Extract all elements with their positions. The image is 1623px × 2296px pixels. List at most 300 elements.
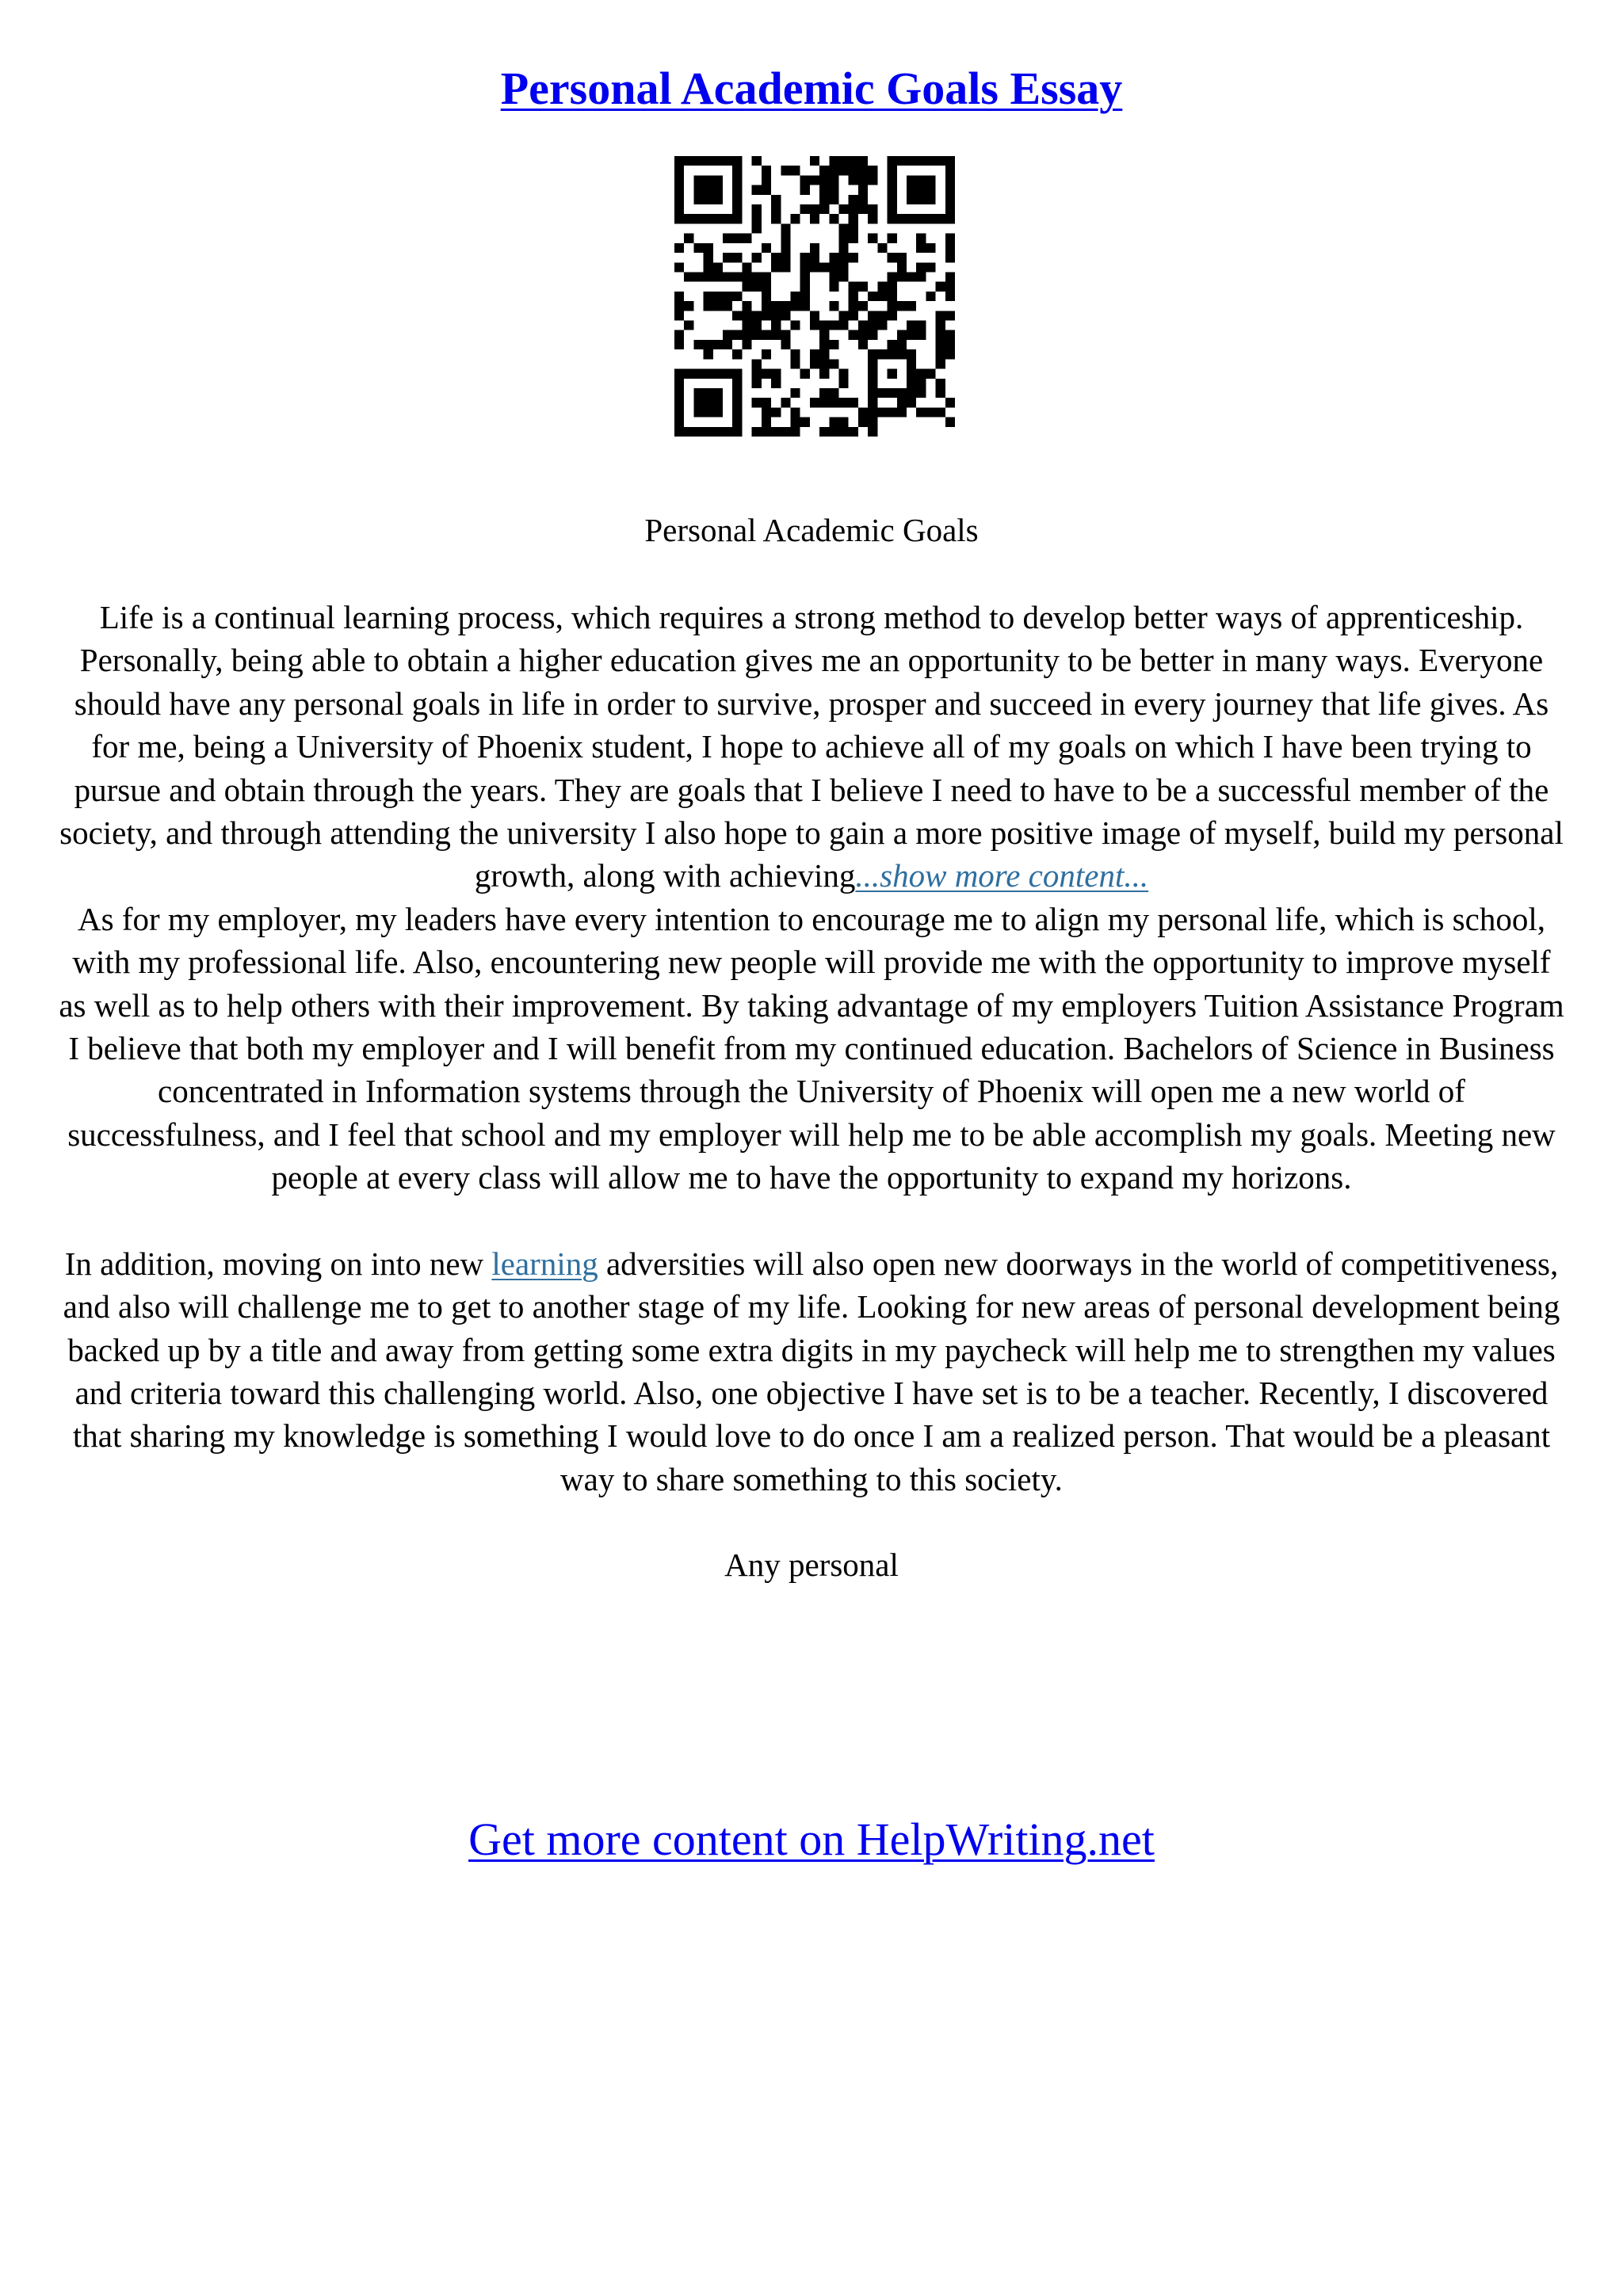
qr-module	[945, 253, 955, 262]
qr-module	[771, 204, 781, 214]
qr-module	[800, 185, 810, 195]
qr-module	[839, 166, 849, 175]
qr-module	[752, 398, 762, 407]
qr-module	[762, 349, 771, 359]
qr-module	[781, 223, 790, 233]
qr-module	[926, 195, 935, 204]
qr-module	[732, 349, 742, 359]
qr-module	[819, 349, 829, 359]
qr-module	[781, 398, 790, 407]
qr-module	[897, 253, 907, 262]
qr-module	[829, 388, 838, 398]
footer	[0, 1811, 1623, 1868]
page-title	[0, 60, 1623, 117]
qr-module	[839, 234, 849, 243]
qr-module	[713, 195, 723, 204]
show-more-link[interactable]: ...show more content...	[855, 857, 1149, 894]
qr-module	[858, 330, 868, 340]
essay-paragraph-1	[55, 596, 1568, 898]
paragraph-spacer	[55, 1199, 1568, 1242]
qr-module	[790, 292, 800, 301]
qr-module	[693, 427, 703, 437]
qr-module	[704, 156, 713, 166]
qr-module	[916, 262, 926, 272]
qr-module	[732, 253, 742, 262]
qr-module	[674, 427, 684, 437]
qr-module	[704, 262, 713, 272]
qr-module	[888, 388, 897, 398]
qr-module	[704, 301, 713, 311]
qr-module	[945, 311, 955, 320]
qr-module	[790, 359, 800, 368]
essay-subtitle: Personal Academic Goals	[644, 512, 979, 548]
qr-module	[897, 340, 907, 349]
qr-module	[693, 398, 703, 407]
qr-module	[849, 292, 858, 301]
qr-module	[723, 427, 732, 437]
qr-module	[868, 369, 877, 379]
qr-module	[800, 272, 810, 281]
qr-module	[732, 407, 742, 417]
qr-module	[936, 214, 945, 223]
qr-module	[888, 156, 897, 166]
qr-module	[877, 407, 887, 417]
qr-module	[945, 340, 955, 349]
qr-module	[829, 175, 838, 185]
qr-module	[888, 195, 897, 204]
qr-module	[868, 166, 877, 175]
qr-module	[829, 185, 838, 195]
qr-module	[790, 214, 800, 223]
qr-module	[693, 175, 703, 185]
qr-module	[790, 166, 800, 175]
qr-module	[945, 243, 955, 253]
qr-module	[877, 243, 887, 253]
qr-module	[907, 388, 916, 398]
qr-module	[916, 185, 926, 195]
qr-module	[916, 243, 926, 253]
qr-module	[674, 407, 684, 417]
qr-module	[732, 156, 742, 166]
qr-module	[839, 243, 849, 253]
essay-paragraph-3-start: In addition, moving on into new	[64, 1245, 492, 1282]
qr-module	[829, 166, 838, 175]
qr-module	[897, 349, 907, 359]
qr-module	[790, 301, 800, 311]
qr-module	[810, 349, 819, 359]
qr-module	[762, 330, 771, 340]
qr-module	[839, 262, 849, 272]
qr-module	[907, 369, 916, 379]
qr-module	[771, 214, 781, 223]
qr-module	[762, 301, 771, 311]
qr-module	[674, 330, 684, 340]
qr-module	[858, 204, 868, 214]
qr-module	[926, 369, 935, 379]
qr-module	[800, 204, 810, 214]
qr-module	[849, 398, 858, 407]
qr-module	[945, 175, 955, 185]
qr-module	[839, 427, 849, 437]
qr-module	[897, 388, 907, 398]
qr-module	[723, 214, 732, 223]
qr-module	[810, 214, 819, 223]
qr-module	[800, 292, 810, 301]
qr-module	[752, 311, 762, 320]
qr-module	[693, 340, 703, 349]
qr-module	[907, 398, 916, 407]
qr-module	[693, 388, 703, 398]
qr-module	[742, 340, 751, 349]
helpwriting-link[interactable]: Get more content on HelpWriting.net	[468, 1814, 1155, 1865]
qr-module	[916, 156, 926, 166]
qr-module	[829, 262, 838, 272]
qr-module	[674, 185, 684, 195]
qr-module	[732, 398, 742, 407]
qr-module	[752, 359, 762, 368]
qr-module	[810, 359, 819, 368]
qr-module	[868, 359, 877, 368]
qr-module	[693, 369, 703, 379]
qr-module	[916, 214, 926, 223]
qr-module	[771, 369, 781, 379]
qr-module	[868, 292, 877, 301]
qr-module	[704, 243, 713, 253]
qr-module	[926, 214, 935, 223]
qr-module	[800, 301, 810, 311]
qr-module	[781, 253, 790, 262]
qr-module	[936, 330, 945, 340]
qr-module	[888, 166, 897, 175]
qr-module	[684, 214, 693, 223]
qr-module	[674, 340, 684, 349]
qr-module	[888, 175, 897, 185]
qr-module	[897, 156, 907, 166]
qr-module	[858, 195, 868, 204]
qr-module	[674, 301, 684, 311]
qr-module	[713, 369, 723, 379]
learning-link[interactable]: learning	[491, 1245, 598, 1282]
qr-module	[674, 156, 684, 166]
qr-module	[800, 253, 810, 262]
qr-module	[713, 175, 723, 185]
qr-module	[732, 292, 742, 301]
qr-module	[888, 311, 897, 320]
qr-module	[800, 282, 810, 292]
qr-module	[897, 398, 907, 407]
qr-module	[732, 214, 742, 223]
qr-module	[849, 195, 858, 204]
qr-module	[742, 321, 751, 330]
qr-module	[742, 262, 751, 272]
qr-module	[888, 340, 897, 349]
qr-module	[704, 369, 713, 379]
qr-module	[704, 388, 713, 398]
qr-module	[849, 301, 858, 311]
qr-module	[868, 175, 877, 185]
qr-module	[723, 301, 732, 311]
qr-module	[771, 253, 781, 262]
qr-module	[810, 311, 819, 320]
qr-module	[684, 272, 693, 281]
qr-module	[945, 185, 955, 195]
qr-module	[888, 292, 897, 301]
qr-module	[762, 398, 771, 407]
qr-module	[868, 214, 877, 223]
qr-module	[907, 330, 916, 340]
qr-module	[888, 301, 897, 311]
qr-module	[732, 388, 742, 398]
qr-module	[762, 175, 771, 185]
qr-module	[849, 175, 858, 185]
qr-module	[781, 330, 790, 340]
qr-module	[936, 321, 945, 330]
qr-module	[819, 166, 829, 175]
qr-module	[907, 185, 916, 195]
qr-module	[693, 243, 703, 253]
qr-module	[868, 330, 877, 340]
qr-module	[858, 407, 868, 417]
qr-module	[829, 195, 838, 204]
qr-module	[762, 418, 771, 427]
qr-module	[936, 388, 945, 398]
qr-module	[868, 321, 877, 330]
qr-module	[693, 185, 703, 195]
qr-module	[704, 292, 713, 301]
qr-module	[674, 398, 684, 407]
qr-module	[742, 282, 751, 292]
qr-module	[907, 175, 916, 185]
qr-module	[723, 292, 732, 301]
qr-module	[868, 407, 877, 417]
qr-module	[868, 388, 877, 398]
qr-module	[771, 330, 781, 340]
qr-module	[945, 214, 955, 223]
qr-module	[800, 175, 810, 185]
qr-module	[810, 398, 819, 407]
qr-module	[704, 253, 713, 262]
qr-module	[732, 272, 742, 281]
qr-module	[781, 301, 790, 311]
qr-module	[713, 185, 723, 195]
qr-module	[819, 185, 829, 195]
qr-module	[819, 398, 829, 407]
qr-module	[723, 340, 732, 349]
qr-module	[790, 388, 800, 398]
qr-module	[849, 223, 858, 233]
qr-module	[916, 175, 926, 185]
qr-module	[674, 204, 684, 214]
qr-module	[829, 340, 838, 349]
qr-module	[819, 175, 829, 185]
qr-module	[781, 234, 790, 243]
qr-module	[732, 311, 742, 320]
qr-module	[877, 388, 887, 398]
qr-module	[849, 253, 858, 262]
qr-module	[723, 330, 732, 340]
qr-module	[762, 369, 771, 379]
qr-module	[926, 156, 935, 166]
qr-module	[907, 195, 916, 204]
paragraph-spacer	[55, 1501, 1568, 1543]
qr-module	[732, 379, 742, 388]
qr-module	[704, 349, 713, 359]
qr-module	[849, 311, 858, 320]
qr-module	[945, 330, 955, 340]
qr-module	[771, 301, 781, 311]
qr-module	[771, 262, 781, 272]
qr-module	[790, 418, 800, 427]
qr-module	[752, 223, 762, 233]
qr-module	[877, 292, 887, 301]
qr-module	[693, 195, 703, 204]
qr-module	[674, 379, 684, 388]
qr-module	[839, 156, 849, 166]
qr-module	[762, 407, 771, 417]
qr-module	[839, 321, 849, 330]
qr-module	[762, 243, 771, 253]
qr-module	[790, 349, 800, 359]
qr-module	[926, 292, 935, 301]
qr-module	[800, 418, 810, 427]
qr-module	[713, 427, 723, 437]
qr-module	[713, 156, 723, 166]
qr-module	[907, 272, 916, 281]
qr-module	[732, 166, 742, 175]
qr-module	[800, 262, 810, 272]
title-link[interactable]: Personal Academic Goals Essay	[500, 63, 1123, 114]
qr-module	[858, 301, 868, 311]
essay-body	[55, 596, 1568, 1587]
qr-module	[945, 398, 955, 407]
qr-module	[810, 262, 819, 272]
qr-module	[713, 388, 723, 398]
qr-module	[839, 272, 849, 281]
qr-module	[674, 175, 684, 185]
qr-module	[704, 175, 713, 185]
qr-module	[858, 185, 868, 195]
qr-module	[829, 359, 838, 368]
qr-module	[936, 349, 945, 359]
qr-module	[868, 234, 877, 243]
qr-module	[907, 301, 916, 311]
qr-module	[810, 243, 819, 253]
qr-module	[916, 407, 926, 417]
qr-module	[674, 195, 684, 204]
qr-module	[810, 175, 819, 185]
qr-module	[839, 204, 849, 214]
qr-module	[936, 282, 945, 292]
qr-module	[819, 321, 829, 330]
qr-module	[945, 195, 955, 204]
qr-module	[897, 407, 907, 417]
qr-module	[888, 349, 897, 359]
essay-paragraph-4: Any personal	[724, 1547, 899, 1584]
qr-module	[790, 321, 800, 330]
qr-module	[849, 204, 858, 214]
qr-module	[684, 427, 693, 437]
qr-module	[781, 243, 790, 253]
qr-module	[674, 369, 684, 379]
qr-module	[674, 292, 684, 301]
qr-module	[819, 262, 829, 272]
qr-module	[762, 166, 771, 175]
qr-module	[936, 407, 945, 417]
qr-module	[897, 301, 907, 311]
qr-module	[684, 369, 693, 379]
qr-module	[762, 427, 771, 437]
qr-module	[752, 369, 762, 379]
qr-module	[829, 418, 838, 427]
qr-module	[771, 311, 781, 320]
qr-code	[674, 156, 955, 437]
qr-module	[762, 185, 771, 195]
qr-module	[713, 214, 723, 223]
qr-module	[916, 388, 926, 398]
qr-module	[868, 204, 877, 214]
qr-module	[877, 282, 887, 292]
qr-module	[839, 253, 849, 262]
qr-module	[907, 156, 916, 166]
qr-module	[916, 234, 926, 243]
qr-module	[888, 234, 897, 243]
qr-module	[771, 407, 781, 417]
qr-module	[732, 185, 742, 195]
qr-module	[723, 369, 732, 379]
qr-module	[897, 262, 907, 272]
qr-module	[916, 321, 926, 330]
qr-module	[732, 234, 742, 243]
qr-module	[819, 359, 829, 368]
qr-module	[868, 349, 877, 359]
qr-module	[771, 427, 781, 437]
qr-module	[829, 272, 838, 281]
qr-module	[829, 321, 838, 330]
qr-module	[732, 427, 742, 437]
qr-module	[839, 369, 849, 379]
qr-module	[732, 369, 742, 379]
qr-module	[936, 156, 945, 166]
qr-module	[945, 272, 955, 281]
qr-module	[762, 272, 771, 281]
qr-module	[888, 214, 897, 223]
qr-module	[829, 156, 838, 166]
qr-module	[752, 214, 762, 223]
qr-module	[868, 398, 877, 407]
qr-module	[877, 321, 887, 330]
qr-module	[723, 253, 732, 262]
qr-module	[936, 311, 945, 320]
qr-module	[858, 340, 868, 349]
qr-module	[888, 253, 897, 262]
qr-module	[897, 272, 907, 281]
qr-module	[839, 398, 849, 407]
qr-module	[704, 272, 713, 281]
qr-module	[916, 272, 926, 281]
qr-module	[723, 234, 732, 243]
qr-module	[829, 301, 838, 311]
qr-module	[858, 321, 868, 330]
qr-module	[713, 262, 723, 272]
qr-module	[926, 185, 935, 195]
qr-module	[742, 330, 751, 340]
qr-module	[819, 427, 829, 437]
qr-module	[771, 195, 781, 204]
qr-module	[849, 282, 858, 292]
qr-module	[839, 379, 849, 388]
qr-module	[839, 223, 849, 233]
qr-module	[742, 272, 751, 281]
